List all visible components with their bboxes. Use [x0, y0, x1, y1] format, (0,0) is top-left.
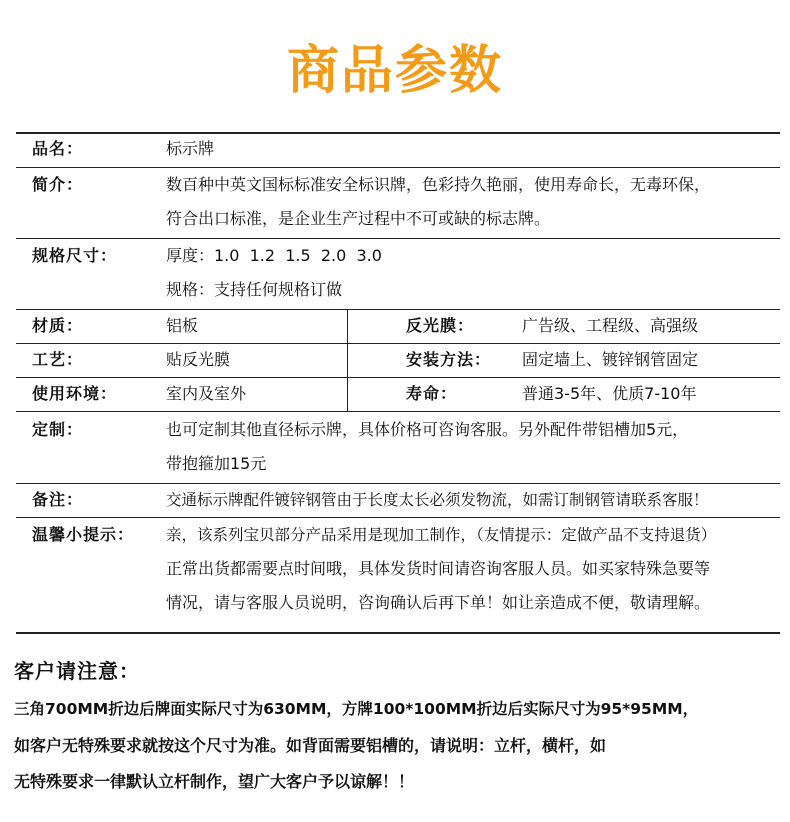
- row-value-tips-line: 亲，该系列宝贝部分产品采用是现加工制作，（友情提示：定做产品不支持退货）: [166, 526, 717, 544]
- row-label-remark: 备注：: [32, 490, 84, 509]
- row-value-intro-line: 数百种中英文国标标准安全标识牌，色彩持久艳丽，使用寿命长，无毒环保，: [166, 175, 711, 194]
- row-value-spec-line: 规格：支持任何规格订做: [166, 280, 343, 299]
- row-label-spec: 规格尺寸：: [32, 246, 118, 265]
- row-value-env: 室内及室外: [166, 384, 247, 403]
- row-label-craft: 工艺：: [32, 350, 84, 369]
- notice-title: 客户请注意：: [14, 659, 140, 683]
- row-value-remark: 交通标示牌配件镀锌钢管由于长度太长必须发物流，如需订制钢管请联系客服！: [166, 491, 709, 509]
- table-bottom-rule: [16, 632, 780, 634]
- row-value-custom-line: 也可定制其他直径标示牌，具体价格可咨询客服。另外配件带铝槽加5元，: [166, 420, 689, 439]
- row-label-film: 反光膜：: [406, 316, 475, 335]
- row-label-tips: 温馨小提示：: [32, 525, 135, 544]
- notice-line: 如客户无特殊要求就按这个尺寸为准。如背面需要铝槽的，请说明：立杆，横杆，如: [14, 736, 607, 755]
- notice-line: 无特殊要求一律默认立杆制作，望广大客户予以谅解！！: [14, 772, 415, 791]
- row-value-install: 固定墙上、镀锌钢管固定: [522, 350, 699, 369]
- row-value-intro-line: 符合出口标准，是企业生产过程中不可或缺的标志牌。: [166, 209, 551, 228]
- notice-line: 三角700MM折边后牌面实际尺寸为630MM，方牌100*100MM折边后实际尺寸为95*95MM，: [14, 700, 699, 718]
- row-label-name: 品名：: [32, 139, 84, 158]
- table-top-rule: [16, 132, 780, 134]
- column-divider: [347, 309, 348, 411]
- row-divider: [16, 238, 780, 239]
- row-value-custom-line: 带抱箍加15元: [166, 454, 267, 473]
- row-label-install: 安装方法：: [406, 350, 492, 369]
- row-value-film: 广告级、工程级、高强级: [522, 316, 699, 335]
- row-label-intro: 简介：: [32, 175, 84, 194]
- row-value-material: 铝板: [166, 316, 199, 335]
- row-value-tips-line: 正常出货都需要点时间哦，具体发货时间请咨询客服人员。如买家特殊急要等: [166, 559, 711, 578]
- row-divider: [16, 411, 780, 412]
- row-value-spec-line: 厚度：1.0 1.2 1.5 2.0 3.0: [166, 246, 382, 265]
- row-value-life: 普通3-5年、优质7-10年: [522, 384, 697, 403]
- row-value-tips-line: 情况，请与客服人员说明，咨询确认后再下单！如让亲造成不便，敬请理解。: [166, 593, 711, 612]
- row-label-material: 材质：: [32, 316, 84, 335]
- row-label-life: 寿命：: [406, 384, 458, 403]
- row-value-craft: 贴反光膜: [166, 350, 231, 369]
- page-title: 商品参数: [286, 41, 503, 101]
- row-label-custom: 定制：: [32, 420, 84, 439]
- row-value-name: 标示牌: [166, 139, 215, 158]
- row-label-env: 使用环境：: [32, 384, 118, 403]
